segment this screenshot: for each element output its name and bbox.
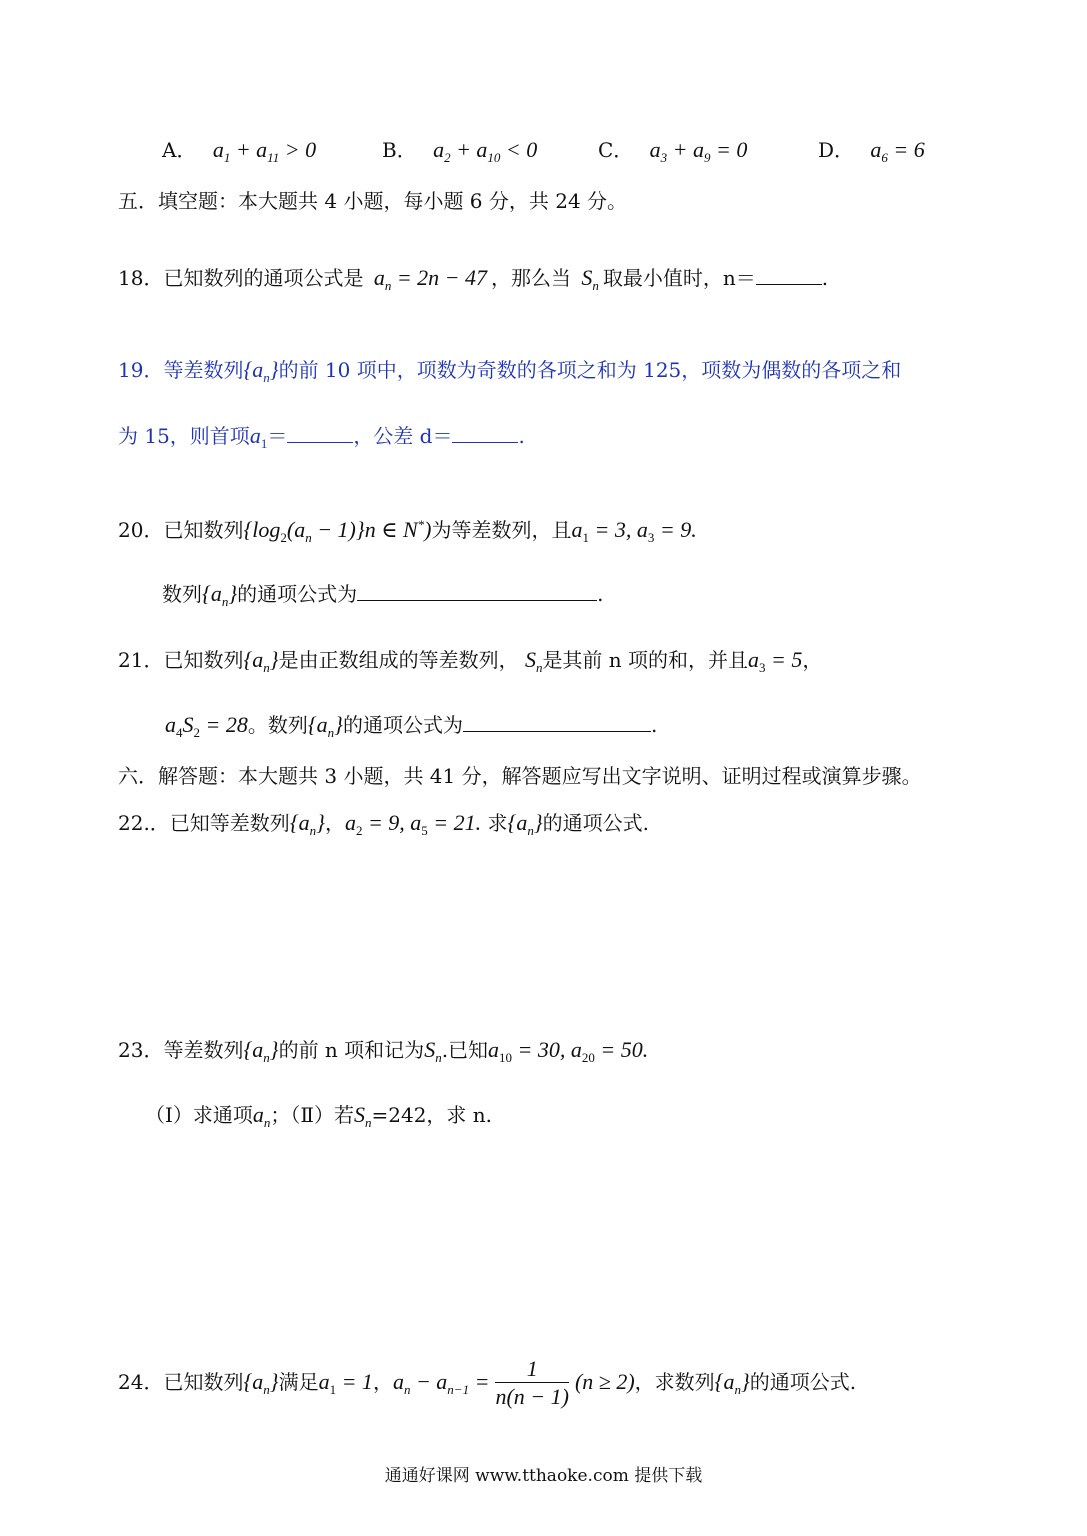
q21-cond-2: $a_4S_2 = 28$ [165,712,248,740]
q20-condition: $a_1 = 3$, $a_3 = 9$. [571,517,697,545]
q20-answer-blank[interactable] [357,582,597,601]
option-a-formula: $a_1 + a_{11} > 0$ [212,137,317,165]
question-20-line-1: 20．已知数列$\{\log_2(a_n - 1)\}n$ ∈ N*)为等差数列，且$a_1 = 3$, $a_3 = 9$. [118,517,697,545]
q23-sn: $S_n$ [424,1037,442,1065]
option-d [818,136,925,164]
option-a-label: A． [162,138,197,162]
q23-sn-2: $S_n$ [354,1102,372,1130]
q24-fraction: $\frac{1}{n(n - 1)}$ [495,1356,569,1409]
option-b-label: B． [382,138,417,162]
q24-cond-2: (n ≥ 2) [574,1369,635,1394]
q21-seq: $\{a_n\}$ [243,647,279,675]
question-23-line-2: （Ⅰ）求通项$a_n$；（Ⅱ）若$S_n=242$，求 n. [145,1102,493,1130]
q19-seq: $\{a_n\}$ [243,357,279,385]
question-21-line-1: 21．已知数列$\{a_n\}$是由正数组成的等差数列， $S_n$是其前 n 项的和，并且$a_3 = 5$， [118,647,823,675]
q21-cond-1: $a_3 = 5$ [748,647,803,675]
q21-seq-2: $\{a_n\}$ [307,712,343,740]
question-22: 22.．已知等差数列$\{a_n\}$，$a_2 = 9$, $a_5 = 21$. 求$\{a_n\}$的通项公式. [118,810,649,838]
option-b-formula: $a_2 + a_{10} < 0$ [433,137,538,165]
q22-seq: $\{a_n\}$ [289,810,325,838]
question-19-line-1: 19．等差数列$\{a_n\}$的前 10 项中，项数为奇数的各项之和为 125，项数为偶数的各项之和 [118,357,902,385]
footer-credit: 通通好课网 www.tthaoke.com 提供下载 [384,1466,703,1486]
q23-seq: $\{a_n\}$ [243,1037,279,1065]
q24-seq-2: $\{a_n\}$ [714,1369,750,1397]
question-19-line-2: 为 15，则首项$a_1=$ ，公差 d＝ . [118,423,525,451]
q19-a1: $a_1$ [249,423,268,451]
section-five-heading: 五．填空题：本大题共 4 小题，每小题 6 分，共 24 分。 [118,189,628,213]
question-21-line-2: $a_4S_2 = 28$。数列$\{a_n\}$的通项公式为 . [165,712,658,740]
q24-recurrence: $a_n - a_{n-1}$ = [392,1369,490,1397]
option-c [598,136,747,164]
q21-sn: $S_n$ [524,647,543,675]
q19-d-blank[interactable] [452,424,518,443]
q18-sn: $S_n$ [581,265,599,293]
question-24: 24．已知数列$\{a_n\}$满足$a_1 = 1$，$a_n - a_{n-1}$ = $\frac{1}{n(n - 1)}$ (n ≥ 2)，求数列$\{a_n\}$的通项公式. [118,1356,857,1409]
option-d-formula: $a_6 = 6$ [870,137,925,165]
q23-condition: $a_{10} = 30$, $a_{20} = 50$. [488,1037,649,1065]
q20-seq: $\{a_n\}$ [202,581,238,609]
option-b [382,136,537,164]
question-20-line-2: 数列$\{a_n\}$的通项公式为 . [162,581,604,609]
option-c-formula: $a_3 + a_9 = 0$ [649,137,748,165]
question-23-line-1: 23．等差数列$\{a_n\}$的前 n 项和记为$S_n$.已知$a_{10} = 30$, $a_{20} = 50$. [118,1037,649,1065]
q18-formula: $a_n = 2n - 47$ [373,265,488,293]
q21-answer-blank[interactable] [463,713,651,732]
option-d-label: D． [818,138,855,162]
q20-log-seq: $\{\log_2(a_n - 1)\}n$ ∈ N*) [243,517,432,545]
q18-answer-blank[interactable] [756,266,822,285]
q23-an: $a_n$ [252,1102,271,1130]
q24-seq: $\{a_n\}$ [243,1369,279,1397]
q24-cond-1: $a_1 = 1$ [318,1369,373,1397]
q22-condition: $a_2 = 9$, $a_5 = 21$. [344,810,482,838]
section-six-heading: 六．解答题：本大题共 3 小题，共 41 分，解答题应写出文字说明、证明过程或演算步骤。 [118,764,922,788]
q19-a1-blank[interactable] [287,424,353,443]
option-c-label: C． [598,138,634,162]
q22-seq-2: $\{a_n\}$ [507,810,543,838]
question-18: 18．已知数列的通项公式是 $a_n = 2n - 47$ ，那么当 $S_n$ 取最小值时，n＝ . [118,265,829,293]
option-a [162,136,316,164]
